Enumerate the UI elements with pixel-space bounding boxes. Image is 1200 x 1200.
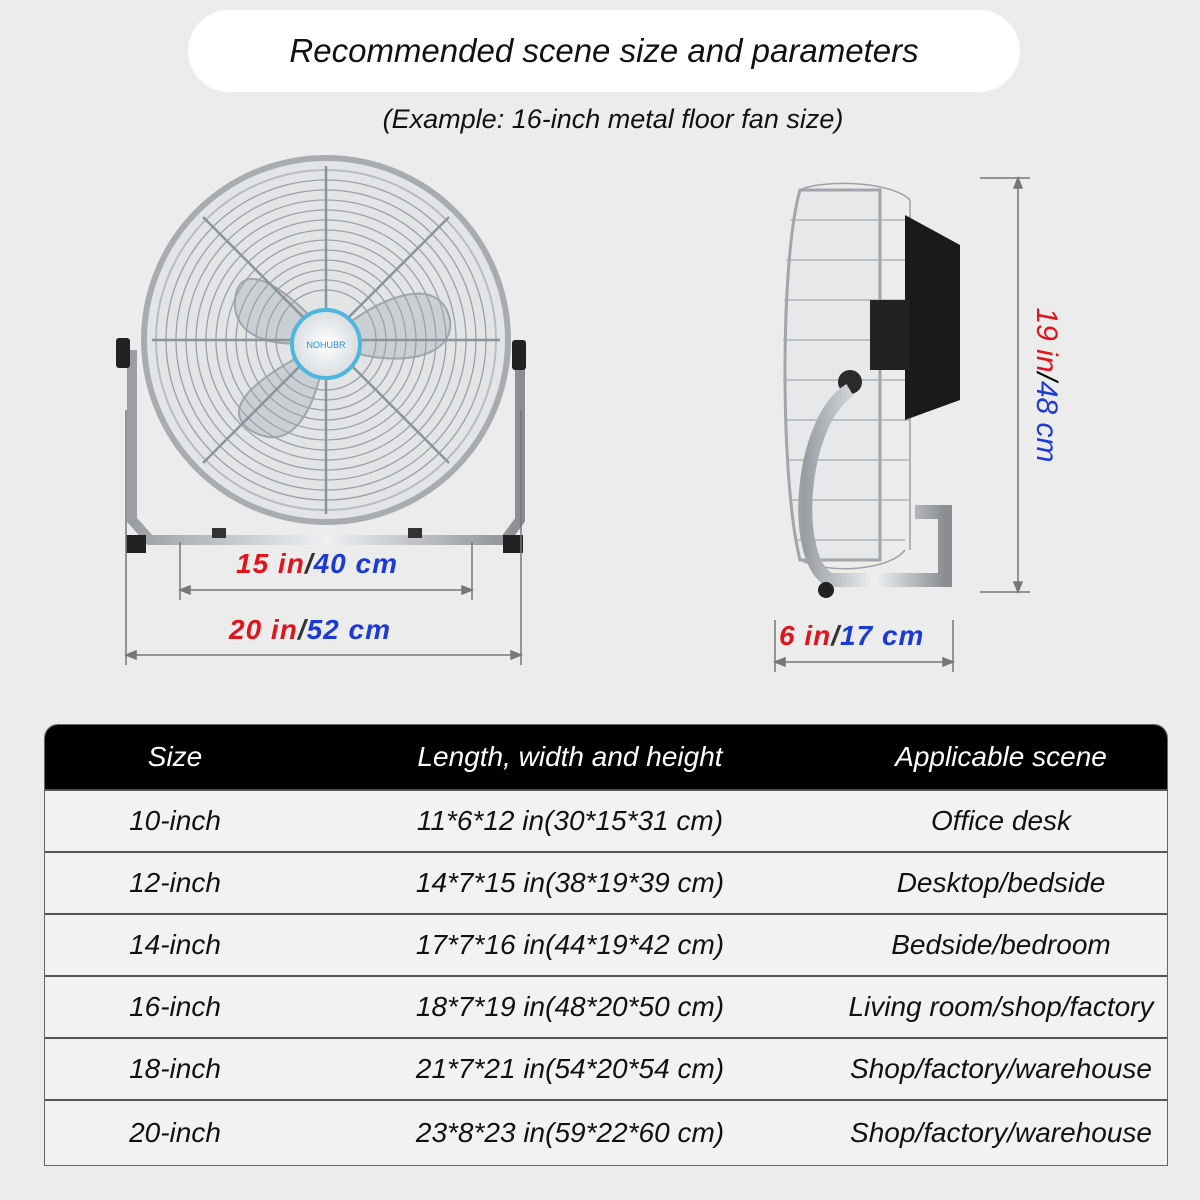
front-fan-icon — [116, 158, 526, 553]
header-dimensions: Length, width and height — [417, 741, 723, 772]
cell-size: 18-inch — [129, 1053, 221, 1084]
cell-dimensions: 18*7*19 in(48*20*50 cm) — [415, 991, 725, 1022]
cell-dimensions: 23*8*23 in(59*22*60 cm) — [415, 1117, 725, 1148]
page-subtitle: (Example: 16-inch metal floor fan size) — [382, 104, 844, 134]
cell-scene: Bedside/bedroom — [891, 929, 1111, 960]
fan-brand-label: NOHUBR — [306, 340, 346, 350]
cell-dimensions: 14*7*15 in(38*19*39 cm) — [415, 867, 725, 898]
cell-size: 14-inch — [129, 929, 221, 960]
depth-label: 6 in/17 cm — [779, 620, 925, 651]
cell-scene: Living room/shop/factory — [848, 991, 1154, 1022]
table-row — [45, 851, 1167, 913]
cell-dimensions: 11*6*12 in(30*15*31 cm) — [416, 805, 724, 836]
outer-width-label: 20 in/52 cm — [229, 614, 391, 645]
cell-size: 16-inch — [129, 991, 221, 1022]
inner-width-label: 15 in/40 cm — [236, 548, 398, 579]
cell-dimensions: 17*7*16 in(44*19*42 cm) — [415, 929, 725, 960]
cell-size: 12-inch — [129, 867, 221, 898]
cell-size: 20-inch — [129, 1117, 221, 1148]
cell-scene: Shop/factory/warehouse — [850, 1117, 1152, 1148]
table-row — [45, 913, 1167, 975]
cell-scene: Desktop/bedside — [896, 867, 1106, 898]
table-row — [45, 975, 1167, 1037]
height-label: 19 in/48 cm — [1030, 307, 1063, 463]
header-size: Size — [147, 741, 203, 772]
table-row — [45, 1037, 1167, 1099]
cell-dimensions: 21*7*21 in(54*20*54 cm) — [415, 1053, 725, 1084]
table-row — [45, 789, 1167, 851]
header-scene: Applicable scene — [895, 741, 1107, 772]
side-fan-icon — [783, 183, 960, 598]
table-row — [45, 1099, 1167, 1165]
cell-size: 10-inch — [129, 805, 221, 836]
table-header — [45, 725, 1167, 789]
cell-scene: Shop/factory/warehouse — [850, 1053, 1152, 1084]
page-title-text: Recommended scene size and parameters — [289, 32, 919, 69]
size-table — [44, 724, 1168, 1166]
cell-scene: Office desk — [930, 805, 1072, 836]
